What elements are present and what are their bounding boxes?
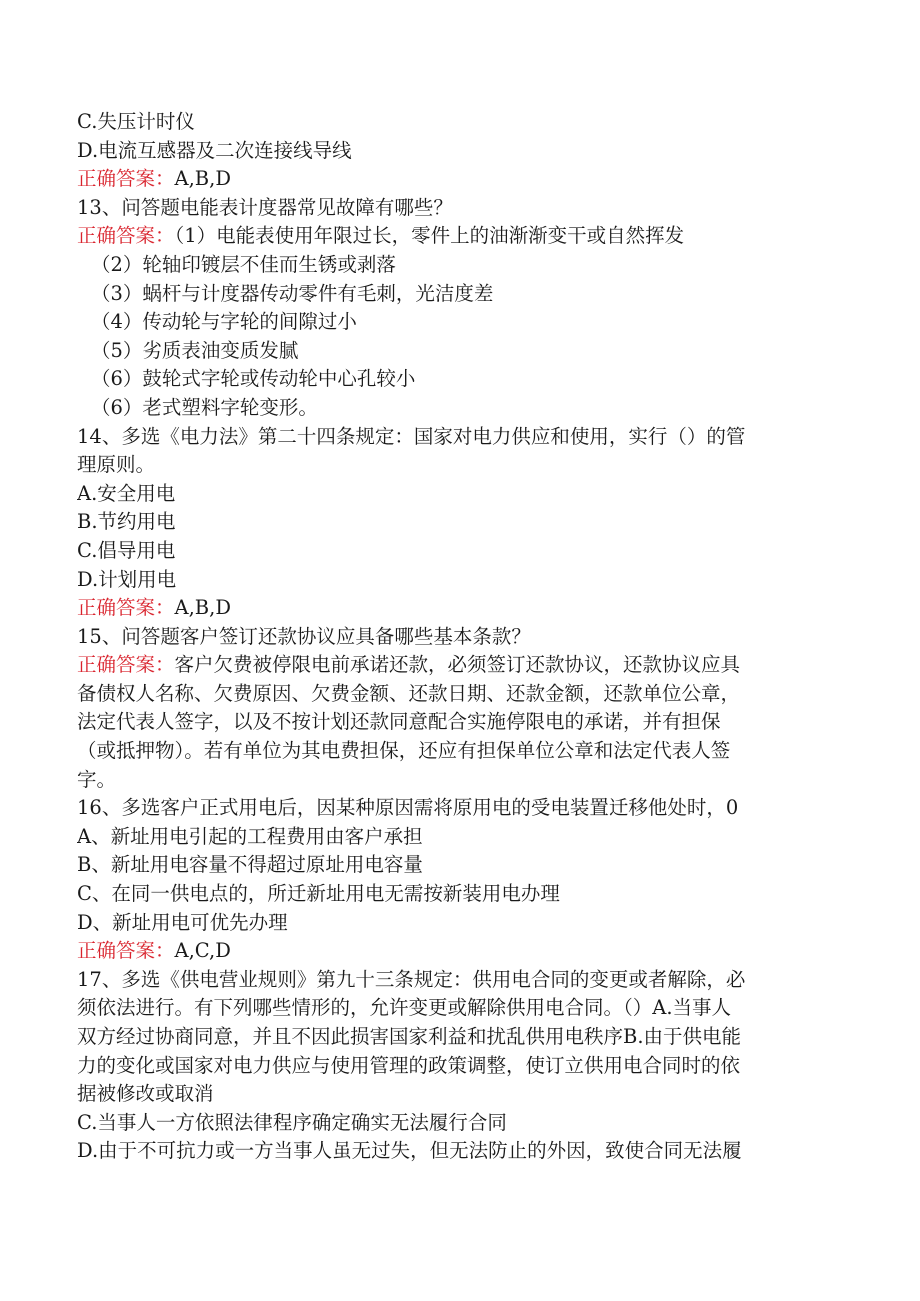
text-line: D.由于不可抗力或一方当事人虽无过失，但无法防止的外因，致使合同无法履 [77,1139,742,1163]
text-line: 14、多选《电力法》第二十四条规定：国家对电力供应和使用，实行（）的管 [77,424,746,448]
text-line: 据被修改或取消 [77,1082,214,1106]
answer-label: 正确答案： [77,224,175,248]
text-line: B.节约用电 [77,510,176,534]
document-page [77,108,837,1166]
answer-line [77,651,837,680]
text-line: 双方经过协商同意，并且不因此损害国家利益和扰乱供用电秩序B.由于供电能 [77,1025,742,1048]
text-line: A、新址用电引起的工程费用由客户承担 [77,824,423,848]
answer-item-line: （6）老式塑料字轮变形。 [91,395,318,419]
text-line: 15、问答题客户签订还款协议应具备哪些基本条款？ [77,624,531,648]
text-line: 13、问答题电能表计度器常见故障有哪些？ [77,195,453,219]
text-line: C.倡导用电 [77,538,176,562]
text-line: C.失压计时仪 [77,110,195,133]
text-line: 备债权人名称、欠费原因、欠费金额、还款日期、还款金额，还款单位公章， [77,681,741,705]
answer-line [77,594,837,623]
answer-value: 客户欠费被停限电前承诺还款，必须签订还款协议，还款协议应具 [174,653,741,677]
answer-item-line: （2）轮轴印镀层不佳而生锈或剥落 [91,252,396,276]
text-line: 理原则。 [77,453,156,477]
text-line: 16、多选客户正式用电后，因某种原因需将原用电的受电装置迁移他处时，0 [77,796,739,820]
text-line: D.电流互感器及二次连接线导线 [77,138,352,162]
text-line: C.当事人一方依照法律程序确定确实无法履行合同 [77,1110,507,1134]
text-line: 力的变化或国家对电力供应与使用管理的政策调整，使订立供用电合同时的依 [77,1053,741,1077]
answer-item-line: （5）劣质表油变质发腻 [91,338,299,362]
answer-label: 正确答案： [77,653,175,677]
text-line: C、在同一供电点的，所迁新址用电无需按新装用电办理 [77,882,560,906]
answer-value: A,B,D [174,167,231,191]
text-line: D.计划用电 [77,567,177,591]
text-line: （或抵押物）。若有单位为其电费担保，还应有担保单位公章和法定代表人签 [77,739,731,763]
answer-item-line: （3）蜗杆与计度器传动零件有毛刺，光洁度差 [91,281,494,305]
text-line: 须依法进行。有下列哪些情形的，允许变更或解除供用电合同。（）A.当事人 [77,996,732,1020]
answer-line [77,165,837,194]
answer-label: 正确答案： [77,939,175,963]
answer-line [77,222,837,251]
answer-value: （1）电能表使用年限过长，零件上的油渐渐变干或自然挥发 [174,224,685,248]
answer-line [77,937,837,966]
answer-item-line: （4）传动轮与字轮的间隙过小 [91,310,357,334]
text-line: 字。 [77,767,117,791]
answer-item-line: （6）鼓轮式字轮或传动轮中心孔较小 [91,367,416,391]
text-line: 法定代表人签字，以及不按计划还款同意配合实施停限电的承诺，并有担保 [77,710,721,734]
answer-value: A,C,D [174,939,231,963]
answer-value: A,B,D [174,596,231,620]
text-line: B、新址用电容量不得超过原址用电容量 [77,853,423,877]
text-line: A.安全用电 [77,481,176,505]
answer-label: 正确答案： [77,167,175,191]
text-line: D、新址用电可优先办理 [77,910,288,934]
text-line: 17、多选《供电营业规则》第九十三条规定：供用电合同的变更或者解除，必 [77,967,746,991]
answer-label: 正确答案： [77,596,175,620]
